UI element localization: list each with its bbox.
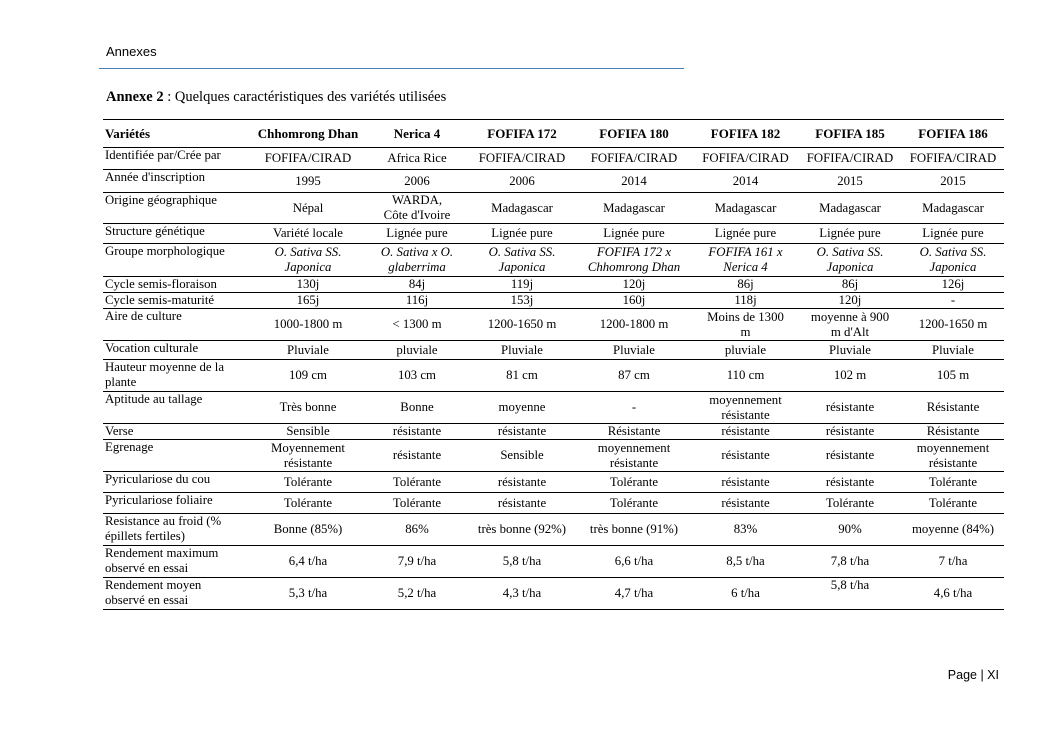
row-label: Rendement maximum observé en essai xyxy=(103,546,251,578)
table-cell: 165j xyxy=(251,293,365,309)
column-header: Chhomrong Dhan xyxy=(251,120,365,148)
table-cell: résistante xyxy=(798,392,902,424)
table-cell: Tolérante xyxy=(251,472,365,493)
table-cell: 4,7 t/ha xyxy=(575,578,693,610)
row-label: Structure génétique xyxy=(103,224,251,244)
table-cell: Tolérante xyxy=(575,472,693,493)
table-cell: moyennement résistante xyxy=(902,440,1004,472)
table-cell: 2014 xyxy=(693,170,798,193)
table-row xyxy=(103,440,1004,472)
table-cell: 5,8 t/ha xyxy=(469,546,575,578)
table-cell: 2006 xyxy=(469,170,575,193)
table-row xyxy=(103,224,1004,244)
table-cell: Madagascar xyxy=(902,193,1004,224)
table-row xyxy=(103,472,1004,493)
table-cell: FOFIFA/CIRAD xyxy=(575,148,693,170)
table-cell: très bonne (92%) xyxy=(469,514,575,546)
table-cell: 120j xyxy=(798,293,902,309)
table-cell: Népal xyxy=(251,193,365,224)
table-cell: 1200-1650 m xyxy=(469,309,575,341)
row-label: Verse xyxy=(103,424,251,440)
table-row xyxy=(103,277,1004,293)
column-header: FOFIFA 186 xyxy=(902,120,1004,148)
table-cell: Lignée pure xyxy=(902,224,1004,244)
table-cell: 5,3 t/ha xyxy=(251,578,365,610)
table-cell: Pluviale xyxy=(575,341,693,360)
table-row xyxy=(103,193,1004,224)
table-cell: 90% xyxy=(798,514,902,546)
row-label: Aire de culture xyxy=(103,309,251,341)
table-cell: Lignée pure xyxy=(798,224,902,244)
column-header: Nerica 4 xyxy=(365,120,469,148)
table-cell: moyennement résistante xyxy=(693,392,798,424)
table-cell: 109 cm xyxy=(251,360,365,392)
table-cell: résistante xyxy=(693,424,798,440)
table-cell: 8,5 t/ha xyxy=(693,546,798,578)
table-cell: 160j xyxy=(575,293,693,309)
table-row xyxy=(103,360,1004,392)
row-label: Cycle semis-floraison xyxy=(103,277,251,293)
table-row xyxy=(103,293,1004,309)
table-cell: FOFIFA/CIRAD xyxy=(693,148,798,170)
table-cell: résistante xyxy=(693,440,798,472)
table-cell: très bonne (91%) xyxy=(575,514,693,546)
caption-title: Annexe 2 xyxy=(106,89,164,105)
table-cell: Madagascar xyxy=(693,193,798,224)
column-header: FOFIFA 185 xyxy=(798,120,902,148)
table-cell: Lignée pure xyxy=(693,224,798,244)
table-cell: 83% xyxy=(693,514,798,546)
table-cell: Sensible xyxy=(469,440,575,472)
table-cell: 7 t/ha xyxy=(902,546,1004,578)
table-row xyxy=(103,309,1004,341)
table-cell: 2015 xyxy=(902,170,1004,193)
table-cell: 120j xyxy=(575,277,693,293)
table-cell: 4,3 t/ha xyxy=(469,578,575,610)
table-row xyxy=(103,546,1004,578)
table-cell: 86j xyxy=(798,277,902,293)
table-cell: FOFIFA/CIRAD xyxy=(902,148,1004,170)
table-cell: Pluviale xyxy=(798,341,902,360)
table-cell: Tolérante xyxy=(365,493,469,514)
row-label: Cycle semis-maturité xyxy=(103,293,251,309)
table-row xyxy=(103,514,1004,546)
table-cell: 6 t/ha xyxy=(693,578,798,610)
table-cell: 86j xyxy=(693,277,798,293)
column-header: FOFIFA 172 xyxy=(469,120,575,148)
page-number: Page | XI xyxy=(947,668,999,682)
table-cell: résistante xyxy=(365,424,469,440)
table-cell: Variété locale xyxy=(251,224,365,244)
table-cell: Madagascar xyxy=(798,193,902,224)
table-cell: O. Sativa x O. glaberrima xyxy=(365,244,469,277)
row-label: Resistance au froid (% épillets fertiles) xyxy=(103,514,251,546)
table-cell: moyenne xyxy=(469,392,575,424)
table-cell: O. Sativa SS. Japonica xyxy=(469,244,575,277)
table-cell: 116j xyxy=(365,293,469,309)
table-row xyxy=(103,578,1004,610)
table-cell: 103 cm xyxy=(365,360,469,392)
table-cell: résistante xyxy=(798,472,902,493)
row-label: Pyriculariose foliaire xyxy=(103,493,251,514)
table-cell: FOFIFA 161 x Nerica 4 xyxy=(693,244,798,277)
table-cell: moyenne (84%) xyxy=(902,514,1004,546)
table-cell: Pluviale xyxy=(251,341,365,360)
table-cell: Moins de 1300 m xyxy=(693,309,798,341)
table-cell: O. Sativa SS. Japonica xyxy=(251,244,365,277)
table-row xyxy=(103,424,1004,440)
column-header: Variétés xyxy=(103,120,251,148)
table-cell: moyenne à 900 m d'Alt xyxy=(798,309,902,341)
table-cell: FOFIFA 172 x Chhomrong Dhan xyxy=(575,244,693,277)
table-cell: résistante xyxy=(798,440,902,472)
table-cell: 1000-1800 m xyxy=(251,309,365,341)
table-cell: 6,4 t/ha xyxy=(251,546,365,578)
header-rule xyxy=(99,68,684,69)
table-cell: Madagascar xyxy=(469,193,575,224)
table-cell: pluviale xyxy=(365,341,469,360)
table-cell: 102 m xyxy=(798,360,902,392)
table-cell: résistante xyxy=(469,472,575,493)
table-cell: 81 cm xyxy=(469,360,575,392)
table-cell: résistante xyxy=(469,493,575,514)
row-label: Pyriculariose du cou xyxy=(103,472,251,493)
table-cell: 2014 xyxy=(575,170,693,193)
row-label: Année d'inscription xyxy=(103,170,251,193)
table-cell: WARDA, Côte d'Ivoire xyxy=(365,193,469,224)
row-label: Rendement moyen observé en essai xyxy=(103,578,251,610)
table-cell: Lignée pure xyxy=(575,224,693,244)
caption-text: : Quelques caractéristiques des variétés utilisées xyxy=(163,89,447,105)
table-row xyxy=(103,493,1004,514)
row-label: Hauteur moyenne de la plante xyxy=(103,360,251,392)
table-row xyxy=(103,392,1004,424)
table-cell: 5,2 t/ha xyxy=(365,578,469,610)
table-cell: 2006 xyxy=(365,170,469,193)
table-cell: Africa Rice xyxy=(365,148,469,170)
table-cell: Tolérante xyxy=(902,472,1004,493)
table-cell: FOFIFA/CIRAD xyxy=(251,148,365,170)
table-cell: Lignée pure xyxy=(469,224,575,244)
varieties-table xyxy=(103,119,1004,610)
table-row xyxy=(103,341,1004,360)
table-cell: 126j xyxy=(902,277,1004,293)
table-cell: 119j xyxy=(469,277,575,293)
table-cell: Tolérante xyxy=(365,472,469,493)
row-label: Egrenage xyxy=(103,440,251,472)
table-cell: Lignée pure xyxy=(365,224,469,244)
table-cell: < 1300 m xyxy=(365,309,469,341)
table-cell: résistante xyxy=(693,472,798,493)
table-cell: 7,9 t/ha xyxy=(365,546,469,578)
table-cell: 6,6 t/ha xyxy=(575,546,693,578)
table-cell: 153j xyxy=(469,293,575,309)
table-cell: Résistante xyxy=(575,424,693,440)
table-cell: résistante xyxy=(365,440,469,472)
table-cell: FOFIFA/CIRAD xyxy=(469,148,575,170)
row-label: Identifiée par/Crée par xyxy=(103,148,251,170)
table-cell: 5,8 t/ha xyxy=(798,578,902,610)
table-caption xyxy=(106,89,446,106)
table-cell: Madagascar xyxy=(575,193,693,224)
table-row xyxy=(103,148,1004,170)
table-cell: - xyxy=(902,293,1004,309)
table-cell: 7,8 t/ha xyxy=(798,546,902,578)
table-cell: Tolérante xyxy=(251,493,365,514)
table-cell: 4,6 t/ha xyxy=(902,578,1004,610)
table-row xyxy=(103,170,1004,193)
table-cell: 110 cm xyxy=(693,360,798,392)
table-cell: - xyxy=(575,392,693,424)
table-cell: Tolérante xyxy=(575,493,693,514)
table-body xyxy=(103,148,1004,610)
table-cell: résistante xyxy=(798,424,902,440)
table-cell: Bonne xyxy=(365,392,469,424)
table-cell: 1995 xyxy=(251,170,365,193)
table-cell: 84j xyxy=(365,277,469,293)
table-cell: résistante xyxy=(469,424,575,440)
column-header: FOFIFA 182 xyxy=(693,120,798,148)
table-cell: 2015 xyxy=(798,170,902,193)
page-header: Annexes xyxy=(106,44,157,59)
table-cell: Pluviale xyxy=(469,341,575,360)
table-cell: 118j xyxy=(693,293,798,309)
table-header-row xyxy=(103,120,1004,148)
row-label: Vocation culturale xyxy=(103,341,251,360)
table-cell: pluviale xyxy=(693,341,798,360)
table-cell: 130j xyxy=(251,277,365,293)
table-cell: Résistante xyxy=(902,392,1004,424)
table-cell: Très bonne xyxy=(251,392,365,424)
column-header: FOFIFA 180 xyxy=(575,120,693,148)
table-cell: Tolérante xyxy=(798,493,902,514)
table-cell: 1200-1650 m xyxy=(902,309,1004,341)
table-cell: Résistante xyxy=(902,424,1004,440)
table-cell: résistante xyxy=(693,493,798,514)
table-cell: 86% xyxy=(365,514,469,546)
table-cell: 1200-1800 m xyxy=(575,309,693,341)
table-cell: FOFIFA/CIRAD xyxy=(798,148,902,170)
table-cell: Bonne (85%) xyxy=(251,514,365,546)
table-cell: Tolérante xyxy=(902,493,1004,514)
row-label: Groupe morphologique xyxy=(103,244,251,277)
row-label: Origine géographique xyxy=(103,193,251,224)
table-cell: O. Sativa SS. Japonica xyxy=(798,244,902,277)
table-cell: 87 cm xyxy=(575,360,693,392)
table-cell: O. Sativa SS. Japonica xyxy=(902,244,1004,277)
table-cell: Pluviale xyxy=(902,341,1004,360)
row-label: Aptitude au tallage xyxy=(103,392,251,424)
table-cell: moyennement résistante xyxy=(575,440,693,472)
table-cell: Sensible xyxy=(251,424,365,440)
table-row xyxy=(103,244,1004,277)
table-cell: 105 m xyxy=(902,360,1004,392)
table-cell: Moyennement résistante xyxy=(251,440,365,472)
